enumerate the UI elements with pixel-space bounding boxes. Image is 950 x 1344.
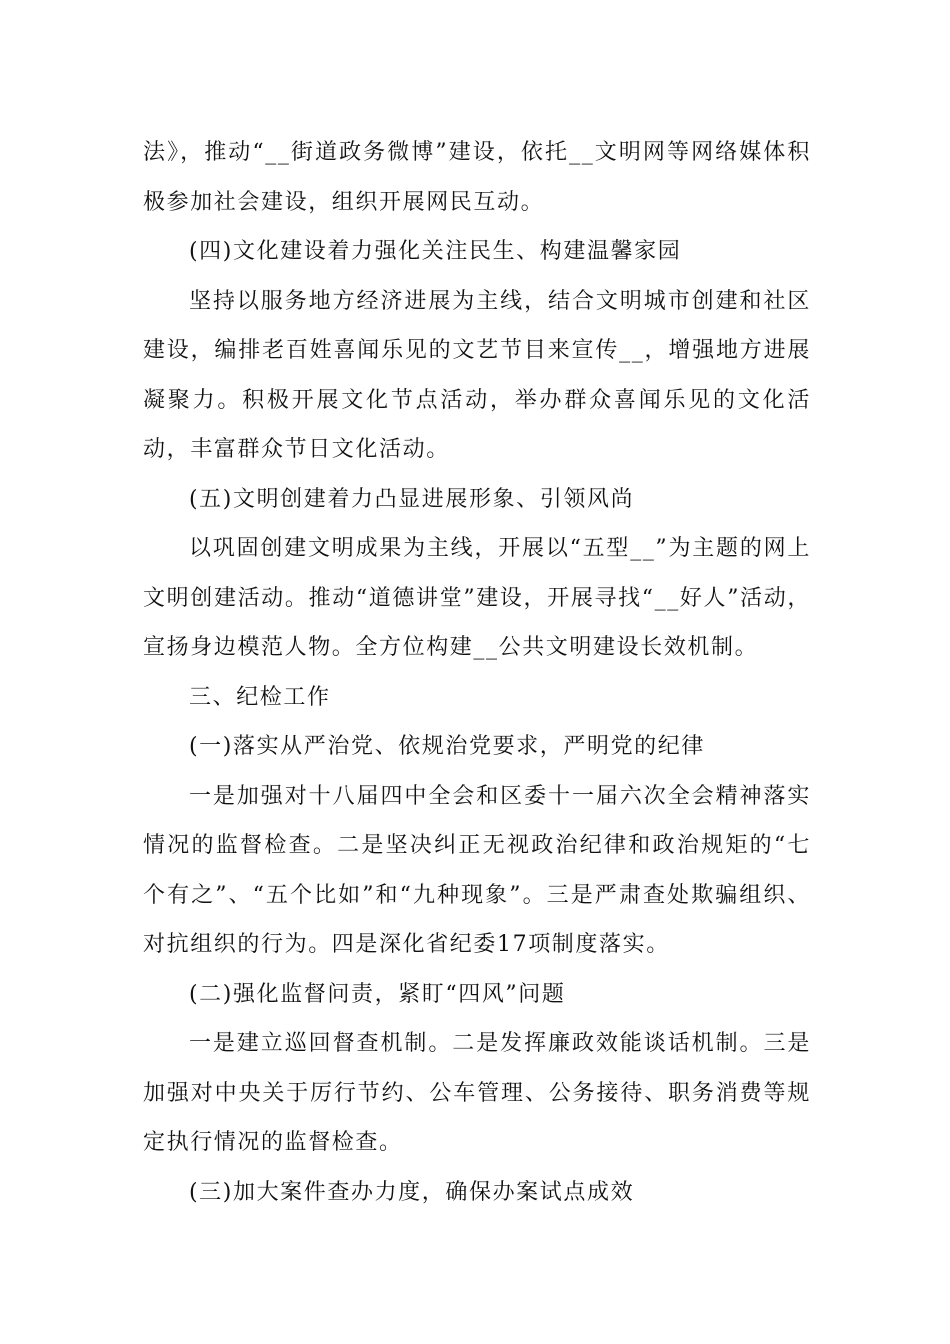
subheading-culture: (四)文化建设着力强化关注民生、构建温馨家园 [189, 239, 682, 264]
subheading-supervision: (二)强化监督问责，紧盯“四风”问题 [189, 981, 566, 1007]
subheading-party-discipline: (一)落实从严治党、依规治党要求，严明党的纪律 [189, 734, 705, 759]
paragraph-continuation: 法》，推动“__街道政务微博”建设，依托__文明网等网络媒体积极参加社会建设，组织开展网民互动。 [143, 140, 811, 215]
subheading-civilization: (五)文明创建着力凸显进展形象、引领风尚 [189, 486, 635, 512]
paragraph-party-discipline: 一是加强对十八届四中全会和区委十一届六次全会精神落实情况的监督检查。二是坚决纠正无视政治纪律和政治规矩的“七个有之”、“五个比如”和“九种现象”。三是严肃查处欺骗组织、对抗组织的行为。四是深化省纪委17项制度落实。 [143, 783, 811, 957]
paragraph-supervision: 一是建立巡回督查机制。二是发挥廉政效能谈话机制。三是加强对中央关于厉行节约、公车管理、公务接待、职务消费等规定执行情况的监督检查。 [143, 1031, 811, 1155]
subheading-case-handling: (三)加大案件查办力度，确保办案试点成效 [189, 1179, 635, 1205]
paragraph-civilization: 以巩固创建文明成果为主线，开展以“五型__”为主题的网上文明创建活动。推动“道德讲堂”建设，开展寻找“__好人”活动，宣扬身边模范人物。全方位构建__公共文明建设长效机制。 [143, 536, 811, 660]
paragraph-culture: 坚持以服务地方经济进展为主线，结合文明城市创建和社区建设，编排老百姓喜闻乐见的文艺节目来宣传__，增强地方进展凝聚力。积极开展文化节点活动，举办群众喜闻乐见的文化活动，丰富群众节日文化活动。 [143, 288, 811, 462]
document-body [143, 128, 811, 1217]
section-heading-discipline: 三、纪检工作 [189, 684, 331, 710]
